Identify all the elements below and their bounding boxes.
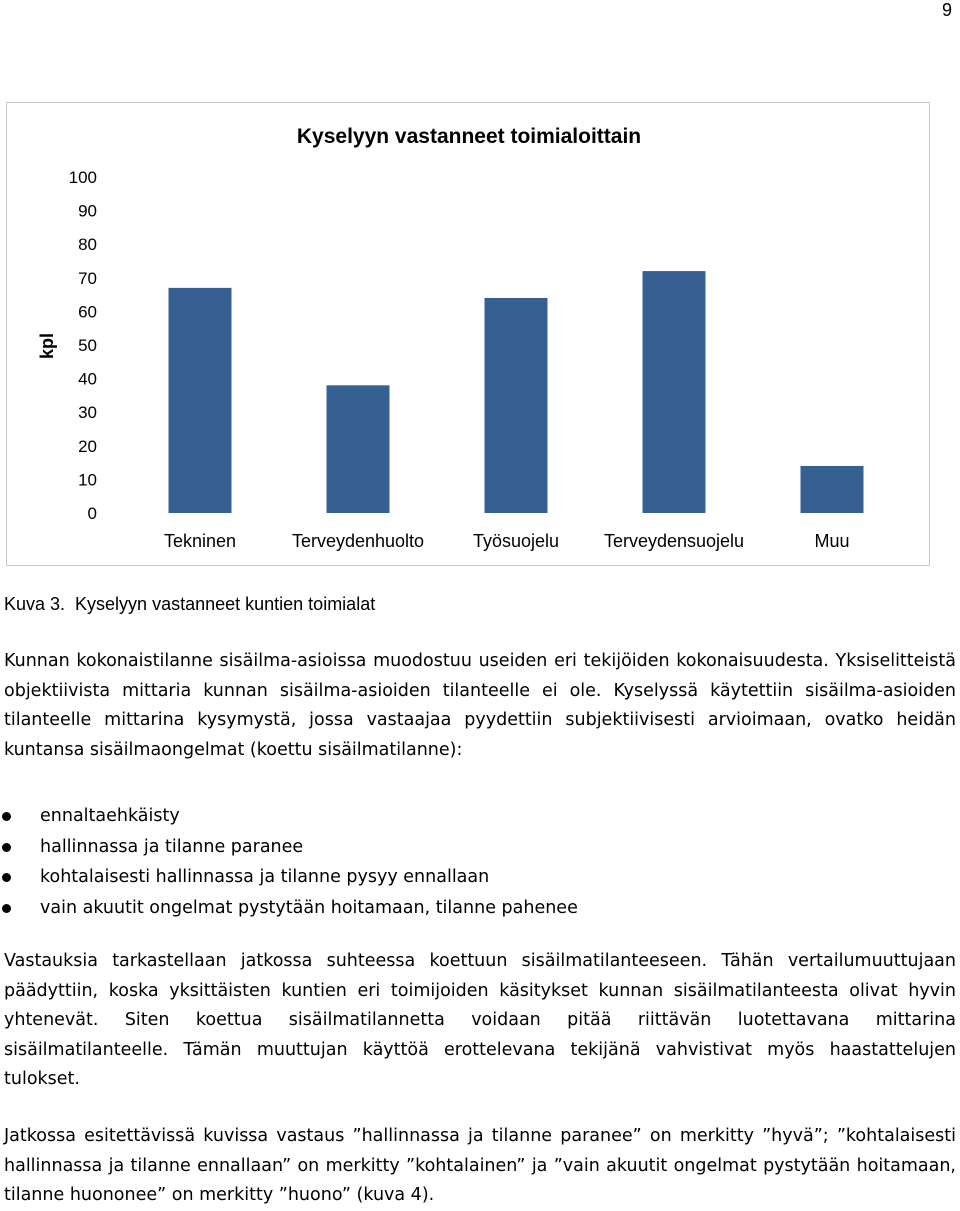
y-tick-label: 10 [78, 470, 97, 490]
y-tick-label: 100 [68, 168, 97, 187]
bullet-list [0, 801, 578, 923]
x-tick-label: Työsuojelu [472, 531, 560, 551]
list-item [0, 801, 578, 832]
list-item [0, 893, 578, 924]
x-tick-label: Terveydenhuolto [291, 531, 425, 551]
bullet-icon [2, 812, 11, 821]
x-axis-labels [164, 531, 850, 551]
chart-canvas [7, 103, 929, 565]
y-tick-label: 40 [78, 369, 97, 389]
y-tick-label: 50 [78, 336, 97, 355]
bar-tekninen [169, 288, 232, 513]
bar-muu [801, 466, 864, 513]
y-tick-label: 60 [78, 302, 97, 322]
x-tick-label: Tekninen [163, 531, 237, 551]
paragraph-comparison: Vastauksia tarkastellaan jatkossa suhteessa koettuun sisäilmatilanteeseen. Tähän vertailumuuttujaan päädyttiin, koska yksittäisten kuntien eri toimijoiden käsitykset kunnan sisäilmatilanteesta olivat hyvin yhtenevät. Siten koettua sisäilmatilannetta voidaan pitää riittävän luotettavana mittarina sisäilmatilanteelle. Tämän muuttujan käyttöä erottelevana tekijänä vahvistivat myös haastattelujen tulokset. [4, 951, 956, 1089]
chart-title: Kyselyyn vastanneet toimialoittain [296, 125, 642, 148]
list-item [0, 832, 578, 863]
bar-series [169, 271, 864, 513]
bullet-icon [2, 843, 11, 852]
paragraph-intro: Kunnan kokonaistilanne sisäilma-asioissa muodostuu useiden eri tekijöiden kokonaisuudesta. Yksiselitteistä objektiivista mittaria kunnan sisäilma-asioiden tilanteelle ei ole. Kyselyssä käytettiin sisäilma-asioiden tilanteelle mittarina kysymystä, jossa vastaajaa pyydettiin subjektiivisesti arvioimaan, ovatko heidän kuntansa sisäilmaongelmat (koettu sisäilmatilanne): [4, 651, 956, 760]
bullet-icon [2, 873, 11, 882]
list-item-text: ennaltaehkäisty [40, 806, 180, 826]
list-item-text: hallinnassa ja tilanne paranee [40, 836, 304, 857]
page-number: 9 [941, 0, 952, 20]
y-tick-label: 80 [78, 235, 97, 255]
y-tick-label: 20 [78, 436, 97, 456]
bar-terveydensuojelu [643, 271, 706, 513]
list-item [0, 862, 578, 893]
bar-chart [6, 102, 930, 566]
bar-työsuojelu [485, 298, 548, 513]
x-tick-label: Terveydensuojelu [603, 531, 745, 551]
figure-caption: Kuva 3. Kyselyyn vastanneet kuntien toimialat [4, 594, 376, 614]
list-item-text: kohtalaisesti hallinnassa ja tilanne pysyy ennallaan [40, 867, 490, 887]
y-axis-label: kpl [37, 332, 57, 360]
y-tick-label: 30 [78, 403, 97, 423]
y-tick-label: 90 [78, 201, 97, 221]
bar-terveydenhuolto [327, 385, 390, 513]
paragraph-labels: Jatkossa esitettävissä kuvissa vastaus ”hallinnassa ja tilanne paranee” on merkitty ”hyvä”; ”kohtalaisesti hallinnassa ja tilanne ennallaan” on merkitty ”kohtalainen” ja ”vain akuutit ongelmat pystytään hoitamaan, tilanne huononee” on merkitty ”huono” (kuva 4). [4, 1126, 956, 1205]
y-axis-ticks [69, 168, 97, 523]
y-tick-label: 0 [87, 504, 97, 523]
list-item-text: vain akuutit ongelmat pystytään hoitamaan, tilanne pahenee [40, 897, 578, 918]
x-tick-label: Muu [814, 531, 850, 551]
y-tick-label: 70 [78, 268, 97, 288]
bullet-icon [2, 904, 11, 913]
